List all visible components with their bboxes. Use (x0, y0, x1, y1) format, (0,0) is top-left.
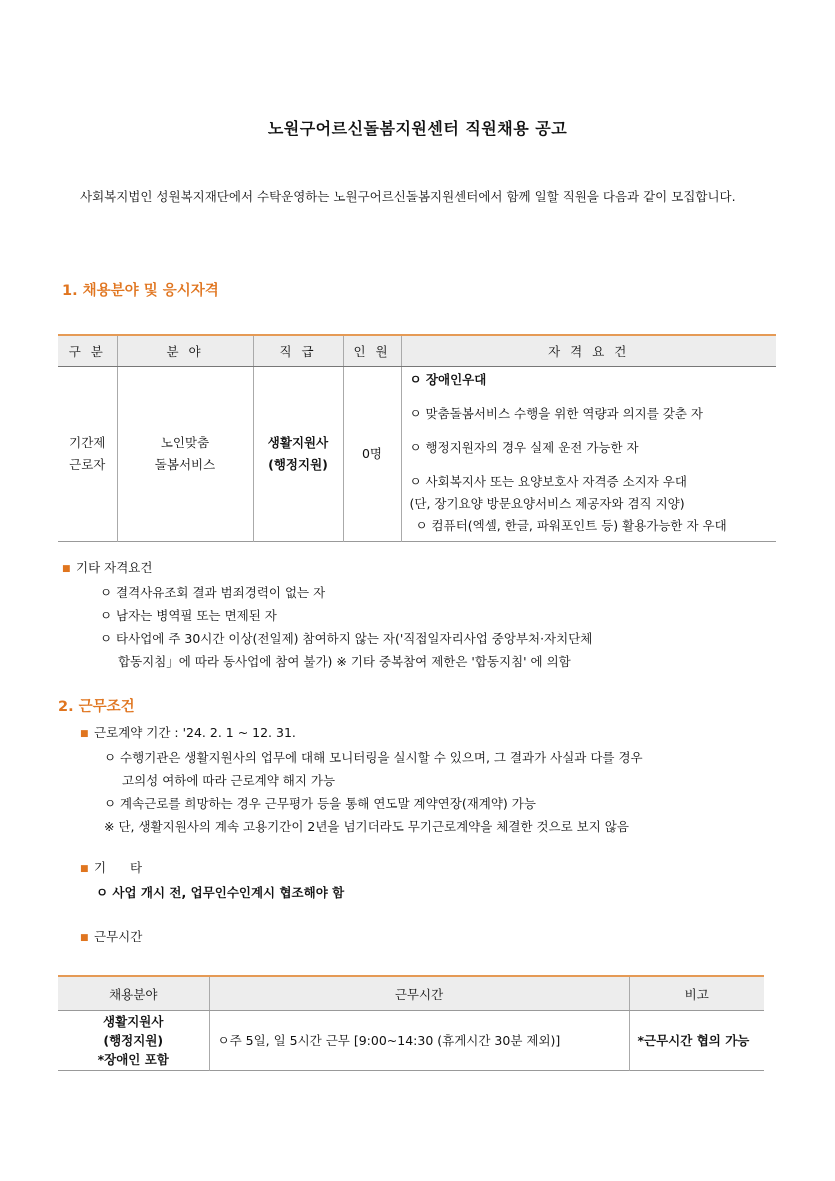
page-title: 노원구어르신돌봄지원센터 직원채용 공고 (267, 119, 568, 138)
contract-conditions: ■ 근로계약 기간 : '24. 2. 1 ~ 12. 31. ㅇ 수행기관은 생활지원사의 업무에 대해 모니터링을 실시할 수 있으며, 그 결과가 사실과 다를 경우 고의성 여하에 따라 근로계약 해지 가능 ㅇ 계속근로를 희망하는 경우 근무평가 등을 통해 연도말 계약연장(재계약) 가능 ※ 단, 생활지원사의 계속 고용기간이 2년을 넘기더라도 무기근로계약을 체결한 것으로 보지 않음 (80, 721, 643, 838)
square-bullet-icon: ■ (80, 933, 89, 943)
list-item: ※ 단, 생활지원사의 계속 고용기간이 2년을 넘기더라도 무기근로계약을 체결한 것으로 보지 않음 (104, 819, 629, 834)
hours-table (58, 975, 764, 1071)
cell-category: 기간제 근로자 (69, 435, 106, 472)
cell-field: 생활지원사 (행정지원) *장애인 포함 (97, 1014, 169, 1067)
header-note: 비고 (629, 976, 764, 1011)
table-header-row (58, 976, 764, 1011)
list-item: ㅇ 남자는 병역필 또는 면제된 자 (100, 608, 277, 623)
list-item: 합동지침」에 따라 동사업에 참여 불가) ※ 기타 중복참여 제한은 '합동지침' 에 의함 (118, 654, 571, 669)
header-category: 구 분 (58, 335, 117, 367)
square-bullet-icon: ■ (80, 864, 89, 874)
requirement-item: ㅇ 장애인우대 (409, 372, 487, 387)
requirement-item: ㅇ 사회복지사 또는 요양보호사 자격증 소지자 우대 (409, 474, 687, 489)
requirement-item: (단, 장기요양 방문요양서비스 제공자와 겸직 지양) (409, 496, 685, 511)
list-item: ㅇ 결격사유조회 결과 범죄경력이 없는 자 (100, 585, 326, 600)
header-count: 인 원 (343, 335, 401, 367)
table-header-row (58, 335, 776, 367)
intro-paragraph: 사회복지법인 성원복지재단에서 수탁운영하는 노원구어르신돌봄지원센터에서 함께 일할 직원을 다음과 같이 모집합니다. (80, 189, 736, 204)
other-requirements: ■ 기타 자격요건 ㅇ 결격사유조회 결과 범죄경력이 없는 자 ㅇ 남자는 병역필 또는 면제된 자 ㅇ 타사업에 주 30시간 이상(전일제) 참여하지 않는 자('직접일자리사업 중앙부처·자치단체 합동지침」에 따라 동사업에 참여 불가) ※ 기타 중복참여 제한은 '합동지침' 에 의함 (62, 556, 592, 673)
cell-rank: 생활지원사 (행정지원) (253, 367, 343, 542)
recruitment-table (58, 334, 776, 542)
header-requirements: 자 격 요 건 (401, 335, 776, 367)
list-item: ㅇ 타사업에 주 30시간 이상(전일제) 참여하지 않는 자('직접일자리사업 중앙부처·자치단체 (100, 631, 593, 646)
header-rank: 직 급 (253, 335, 343, 367)
table-row (58, 367, 776, 542)
requirement-item: ㅇ 컴퓨터(엑셀, 한글, 파워포인트 등) 활용가능한 자 우대 (415, 518, 727, 533)
square-bullet-icon: ■ (80, 729, 89, 739)
list-item: 고의성 여하에 따라 근로계약 해지 가능 (122, 773, 336, 788)
cell-note: *근무시간 협의 가능 (629, 1011, 764, 1071)
cell-requirements (401, 367, 776, 542)
list-item: ㅇ 사업 개시 전, 업무인수인계시 협조해야 함 (96, 885, 345, 900)
section2-heading: 2. 근무조건 (58, 699, 135, 715)
table-row (58, 1011, 764, 1071)
section1-heading: 1. 채용분야 및 응시자격 (62, 283, 219, 299)
requirement-item: ㅇ 맞춤돌봄서비스 수행을 위한 역량과 의지를 갖춘 자 (409, 406, 703, 421)
cell-field: 노인맞춤 돌봄서비스 (117, 367, 253, 542)
hours-title: ■ 근무시간 (80, 925, 142, 950)
square-bullet-icon: ■ (62, 564, 71, 574)
list-item: ㅇ 계속근로를 희망하는 경우 근무평가 등을 통해 연도말 계약연장(재계약) 가능 (104, 796, 536, 811)
header-hours: 근무시간 (209, 976, 629, 1011)
header-field: 채용분야 (58, 976, 209, 1011)
list-item: ㅇ 수행기관은 생활지원사의 업무에 대해 모니터링을 실시할 수 있으며, 그 결과가 사실과 다를 경우 (104, 750, 643, 765)
header-field: 분 야 (117, 335, 253, 367)
cell-hours: ㅇ주 5일, 일 5시간 근무 [9:00~14:30 (휴게시간 30분 제외)] (209, 1011, 629, 1071)
etc-conditions: ■ 기 타 ㅇ 사업 개시 전, 업무인수인계시 협조해야 함 (80, 856, 344, 904)
requirement-item: ㅇ 행정지원자의 경우 실제 운전 가능한 자 (409, 440, 639, 455)
cell-count: 0명 (343, 367, 401, 542)
